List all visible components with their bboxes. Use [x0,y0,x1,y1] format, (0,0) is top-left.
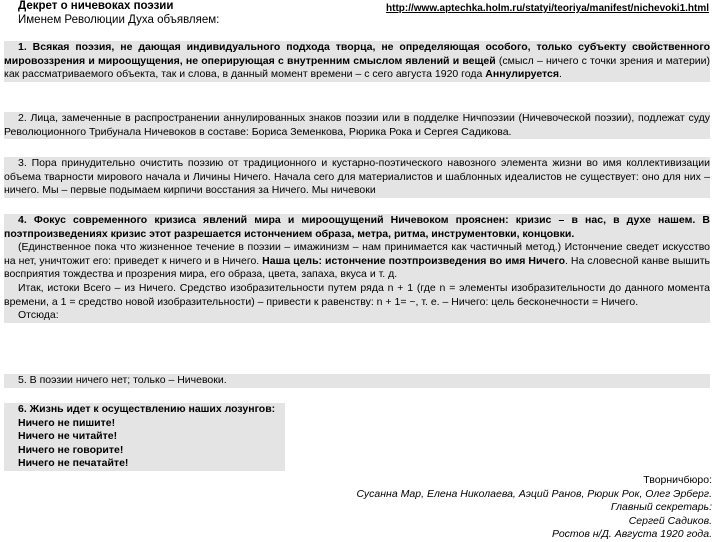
paragraph-2 [4,112,710,139]
paragraph-4-bold: 4. Фокус современного кризиса явлений мира и мироощущений Ничевоком прояснен: кризис – в нас, в духе нашем. В поэтпроизведениях кризис этот разрешается истончением образа, метра, ритма, инструментовки, концовки. [4,214,710,240]
paragraph-3-text: 3. Пора принудительно очистить поэзию от традиционного и кустарно-поэтического навозного элемента жизни во имя коллективизации объема тварности мирового начала и Личины Ничего. Начала сего для материалистов и шаблонных идеалистов не существует: оно для них – ничего. Мы – первые подымаем кирпичи восстания за Ничего. Мы ничевоки [4,157,710,197]
paragraph-1 [4,41,710,82]
slogan-item: Ничего не пишите! [18,416,116,429]
signature-bureau: Творничбюро: [643,474,712,486]
paragraph-1-bold: 1. Всякая поэзия, не дающая индивидуального подхода творца, не определяющая особого, только субъекту свойственного мировоззрения и мироощущения, не оперирующая с внутренним смыслом явлений и вещей [4,41,710,67]
decree-title: Декрет о ничевоках поэзии [18,0,174,12]
decree-subtitle: Именем Революции Духа объявляем: [18,14,220,26]
paragraph-5-text: 5. В поэзии ничего нет; только – Ничевоки. [18,374,227,386]
paragraph-4-text-2: . На словесной канве вышить восприятия тождества и прозрения мира, его образа, цвета, запаха, вкуса и т. д. [4,254,710,281]
signature-place-date: Ростов н/Д. Августа 1920 года. [551,528,712,541]
slogan-item: Ничего не говорите! [18,443,124,456]
paragraph-6-heading: 6. Жизнь идет к осуществлению наших лозунгов: [18,403,276,415]
signature-secretary: Сергей Садиков. [628,514,712,527]
slogan-item: Ничего не печатайте! [18,457,129,470]
source-url-link[interactable]: http://www.aptechka.holm.ru/statyi/teoriya/manifest/nichevoki1.html [386,3,710,14]
paragraph-3 [4,157,710,198]
paragraph-4-hence: Отсюда: [18,309,59,322]
paragraph-1-end: . [559,68,562,81]
paragraph-1-verdict: Аннулируется [485,68,560,81]
slogan-item: Ничего не читайте! [18,430,118,443]
paragraph-4-text: (Единственное пока что жизненное течение в поэзии – имажинизм – нам принимается как частичный метод.) Истончение сведет искусство на нет, уничтожит его: приведет к ничего и в Ничего. [4,241,710,267]
signature-secretary-label: Главный секретарь: [610,501,712,514]
paragraph-4-conclusion: Итак, истоки Всего – из Ничего. Средство изобразительности путем ряда n + 1 (где n = элементы изобразительности до данного момента времени, а 1 = средство новой изобразительности) – привести к равенству: n + 1= ~, т. е. – Ничего: цель бесконечности = Ничего. [4,281,710,308]
paragraph-2-text: 2. Лица, замеченные в распространении аннулированных знаков поэзии или в подделке Ничпоэзии (Ничевоческой поэзии), подлежат суду Революционного Трибунала Ничевоков в составе: Бориса Земенкова, Рюрика Рока и Сергея Садикова. [4,112,710,138]
paragraph-5 [4,374,710,388]
paragraph-6 [4,403,285,471]
signature-members: Сусанна Мар, Елена Николаева, Аэций Ранов, Рюрик Рок, Олег Эрберг. [356,487,712,500]
paragraph-1-text: (смысл – ничего с точки зрения и материи) как рассматриваемого объекта, так и слова, в данный момент времени – с сего августа 1920 года [4,54,711,81]
paragraph-4 [4,214,710,323]
paragraph-4-goal: Наша цель: истончение поэтпроизведения во имя Ничего [262,254,565,267]
signature-block [356,474,712,542]
